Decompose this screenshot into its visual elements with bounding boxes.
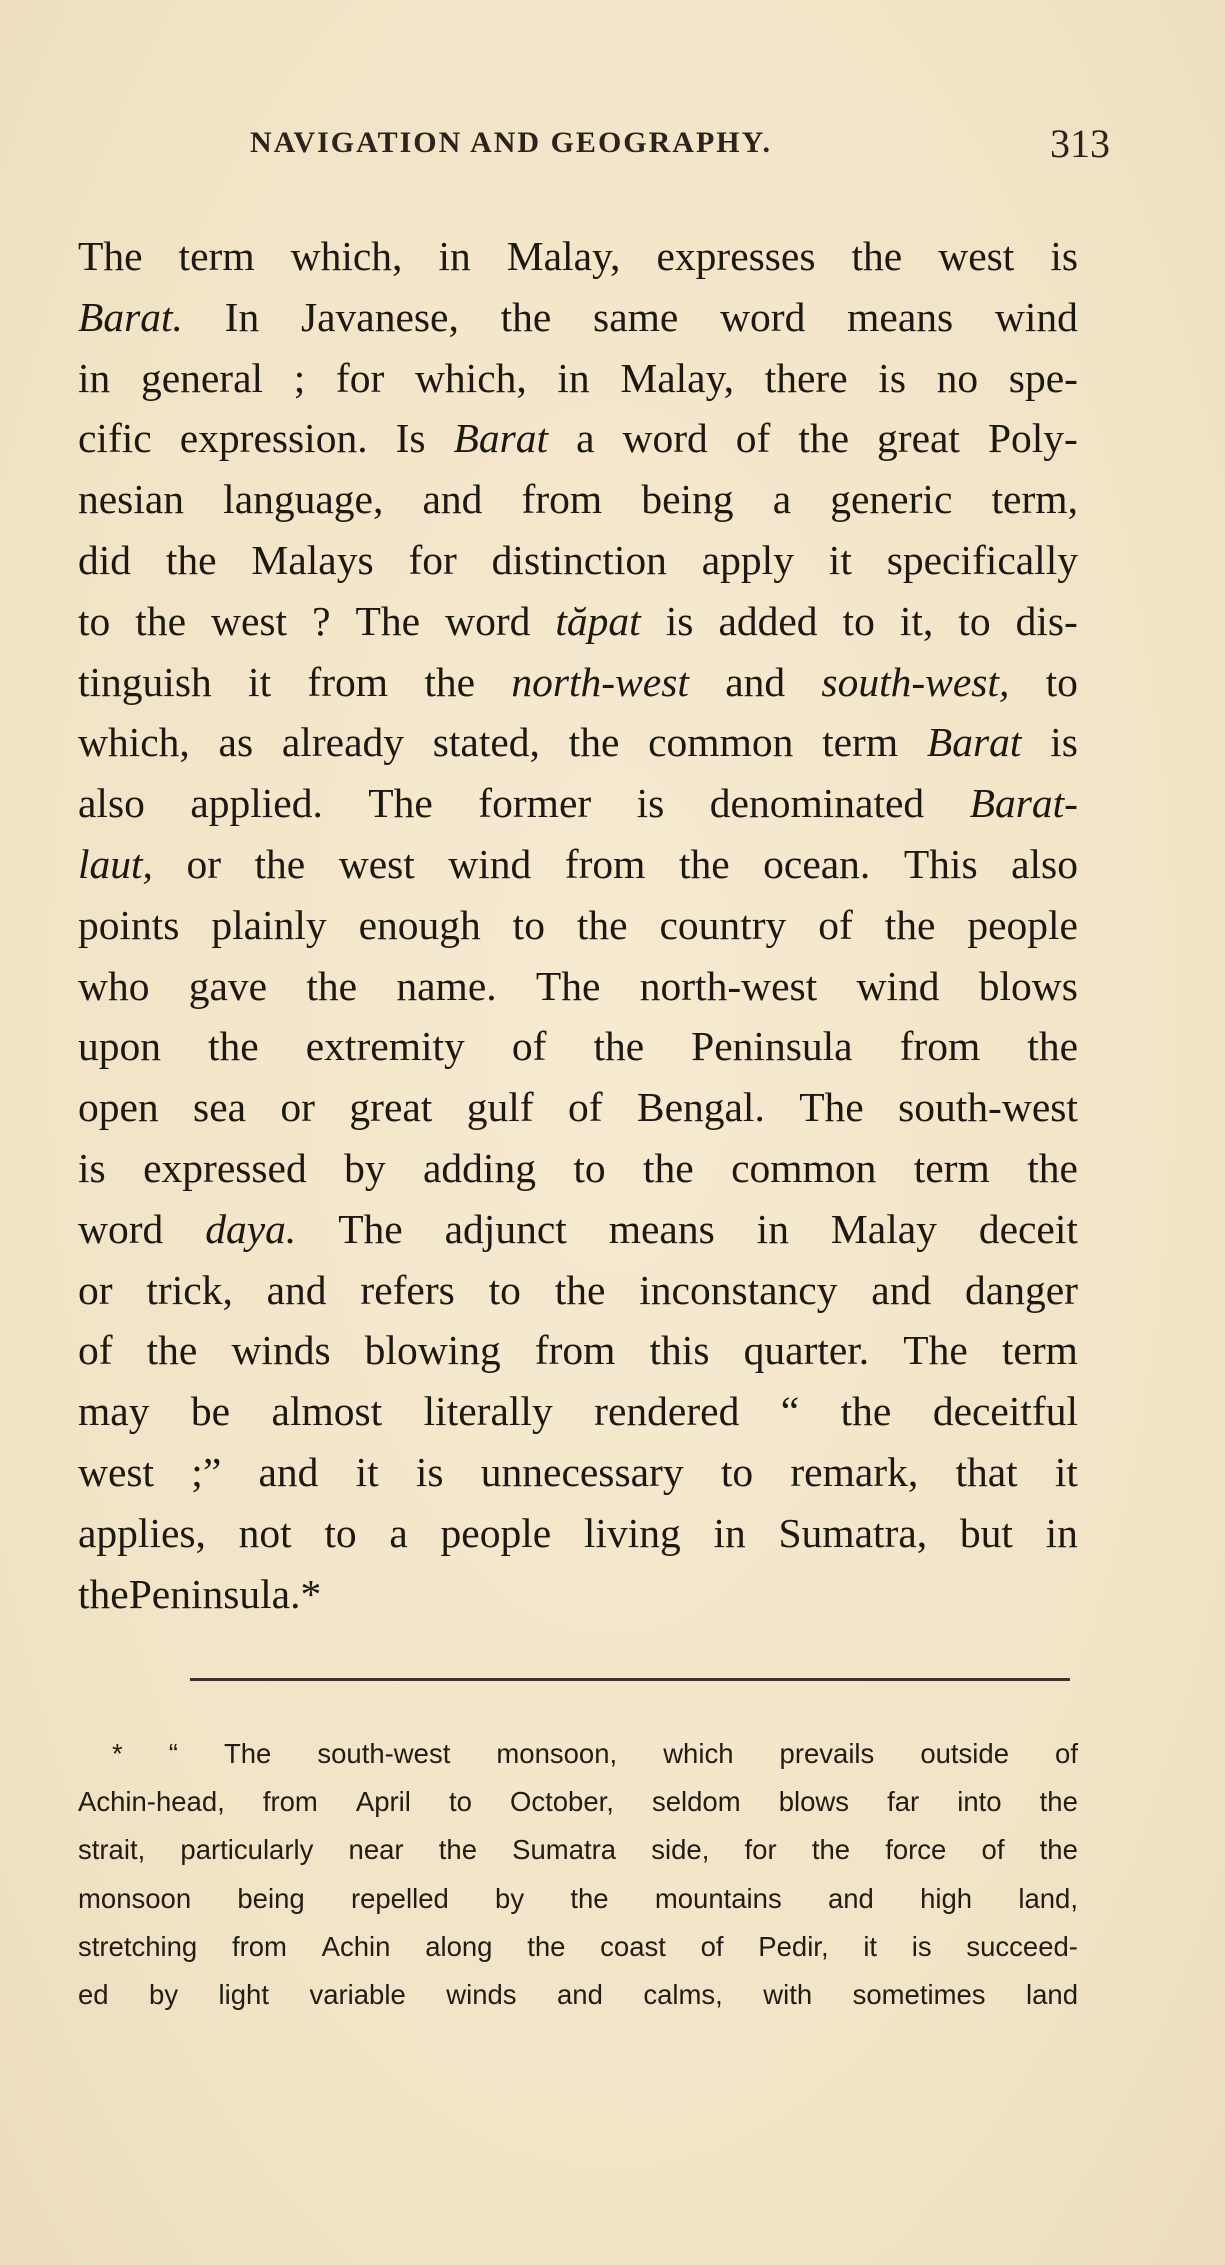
footnote-word: strait, [78,1834,146,1866]
footnote-line [78,1826,1078,1874]
word: the [1027,1023,1078,1070]
word: living [583,1509,681,1556]
word: or [280,1084,315,1131]
footnote-word: particularly [180,1834,314,1866]
word: term [178,233,255,279]
word: word [78,1205,164,1252]
footnote-word: land, [1018,1882,1078,1914]
word: in [713,1509,746,1556]
footnote-word: the [438,1834,477,1866]
word: the [593,1023,645,1070]
running-head: NAVIGATION AND GEOGRAPHY. [250,126,773,159]
word: to [573,1144,606,1191]
word: specifically [886,536,1078,583]
word: adjunct [444,1205,567,1252]
word: ;” [191,1448,222,1495]
footnote-line [78,1875,1078,1923]
word: which, [78,719,190,766]
word: blowing [364,1327,501,1374]
word: west [338,840,415,887]
word: the [254,840,306,887]
word: gave [188,962,268,1009]
footnote-word: from [231,1930,287,1962]
word: is [415,1448,444,1495]
word: blows [978,962,1078,1009]
footnote-word: the [811,1834,851,1866]
word: or [78,1266,113,1313]
word: great [349,1084,433,1131]
word: of [567,1084,603,1131]
word: unnecessary [480,1448,684,1495]
text-line [78,287,1078,348]
word: already [281,719,404,766]
footnote-word: coast [600,1930,666,1962]
word: in [557,354,590,401]
word: of [511,1023,547,1070]
word: but [959,1509,1013,1556]
word: the [568,719,620,766]
word: is [78,1144,106,1191]
word: generic [830,476,953,523]
word: to [488,1266,521,1313]
footnote-word: and [556,1978,603,2010]
word: as [218,719,254,766]
word: the [884,901,936,948]
word: The [368,780,433,827]
word: Barat- [969,780,1078,827]
footnote-word: monsoon [78,1882,192,1914]
word: south-west [898,1084,1078,1131]
word: applied. [190,780,323,827]
footnote-word: the [570,1882,609,1914]
word: for [408,536,457,583]
text-line [78,1138,1078,1199]
word: is [636,780,665,827]
word: the [500,293,552,340]
text-line [78,1077,1078,1138]
word: wind [856,962,940,1009]
text-line [78,652,1078,713]
footnote-word: variable [309,1978,406,2010]
word: distinction [491,536,667,583]
word: a [389,1509,408,1556]
footnote-word: with [763,1978,813,2010]
word: Malay [830,1205,937,1252]
word: being [641,476,734,523]
word: In [224,293,260,340]
word: the [78,1570,129,1617]
word: open [78,1084,159,1131]
word: expressed [143,1144,307,1191]
footnote-word: along [425,1930,493,1962]
word: west [78,1448,155,1495]
word: west [211,597,288,644]
word: to [512,901,545,948]
word: in [78,354,111,401]
footnote-word: near [348,1834,404,1866]
word: by [344,1144,386,1191]
word: enough [358,901,481,948]
word: The [355,597,421,644]
footnote-word: of [981,1834,1005,1866]
word: the [208,1023,259,1070]
word: also [1011,840,1078,887]
word: Sumatra, [778,1509,928,1556]
word: the [1027,1144,1078,1191]
word: people [440,1509,552,1556]
footnote-line [78,1923,1078,1971]
word: expresses [656,233,816,279]
footnote-word: prevails [779,1738,875,1769]
word: expression. [179,415,368,462]
text-line [78,226,1078,287]
footnote-word: Achin [321,1930,391,1962]
footnote-word: April [355,1786,411,1818]
word: which, [414,354,527,401]
word: deceitful [932,1388,1078,1435]
footnote-word: outside [920,1738,1010,1769]
word: gulf [466,1084,534,1131]
footnote-word: light [218,1978,269,2010]
footnote-word: the [1039,1834,1078,1866]
word: refers [360,1266,455,1313]
page-number: 313 [1050,121,1110,166]
footnote-word: monsoon, [496,1738,618,1769]
footnote-word: the [527,1930,566,1962]
word: from [564,840,646,887]
text-line [78,712,1078,773]
word: tăpat [555,597,641,644]
word: Malay, [620,354,735,401]
word: wind [448,840,532,887]
word: Malay, [506,233,621,279]
word: winds [231,1327,331,1374]
footnote-word: mountains [654,1882,782,1914]
word: inconstancy [639,1266,838,1313]
footnote-word: side, [651,1834,710,1866]
word: and [871,1266,932,1313]
word: language, [223,476,384,523]
footnote-word: “ [168,1738,178,1769]
footnote-word: succeed- [966,1930,1078,1962]
word: also [78,780,145,827]
word: who [78,962,150,1009]
word: to [720,1448,754,1495]
text-line [78,1016,1078,1077]
footnote-word: of [1055,1738,1078,1769]
footnote-word: blows [778,1786,850,1818]
word: it [248,658,272,705]
footnote-word: * [112,1738,123,1769]
word: quarter. [743,1327,870,1374]
word: is [878,354,906,401]
word: from [307,658,389,705]
word: to [1045,658,1078,705]
text-line [78,1442,1078,1503]
word: be [190,1388,231,1435]
word: there [764,354,848,401]
footnote-word: and [827,1882,874,1914]
footnote-word: repelled [350,1882,449,1914]
word: not [238,1509,292,1556]
footnote-word: seldom [651,1786,741,1818]
word: to [324,1509,357,1556]
footnote-word: being [237,1882,305,1914]
word: the [424,658,476,705]
word: The [338,1205,403,1252]
text-line [78,530,1078,591]
word: upon [78,1023,161,1070]
text-line [78,591,1078,652]
footnote-word: October, [509,1786,614,1818]
word: word [445,597,531,644]
word: added [718,597,818,644]
page-header [250,121,1110,176]
word: adding [423,1144,536,1191]
word: word [720,293,806,340]
footnote [78,1730,1078,2019]
word: south-west, [821,658,1010,705]
word: term [913,1144,990,1191]
word: no [936,354,979,401]
text-line [78,956,1078,1017]
word: may [78,1388,150,1435]
word: term, [991,476,1078,523]
word: wind [994,293,1078,340]
word: term [822,719,899,766]
word: the [146,1327,198,1374]
word: north-west [511,658,689,705]
word: Malays [251,536,374,583]
word: word [622,415,708,462]
word: of [78,1327,113,1374]
word: name. [396,962,497,1009]
word: * [300,1570,322,1617]
text-line [78,1381,1078,1442]
word: the [851,233,903,279]
word: of [735,415,771,462]
word: in [438,233,471,279]
text-line [78,1503,1078,1564]
word: general [140,354,264,401]
word: deceit [978,1205,1078,1252]
word: north-west [639,962,818,1009]
word: from [899,1023,981,1070]
word: remark, [790,1448,919,1495]
word: Peninsula. [128,1570,301,1617]
text-line [78,1199,1078,1260]
word: country [659,901,787,948]
word: Peninsula [691,1023,853,1070]
word: it [355,1448,379,1495]
word: cific [78,415,152,462]
word: tinguish [78,658,212,705]
word: is [1050,233,1078,279]
word: Barat [453,415,549,462]
word: nesian [78,476,185,523]
footnote-word: for [744,1834,777,1866]
text-line [78,895,1078,956]
footnote-word: The [223,1738,272,1769]
footnote-word: into [957,1786,1002,1818]
word: sea [193,1084,247,1131]
word: trick, [146,1266,233,1313]
word: the [840,1388,892,1435]
footnote-line [78,1730,1078,1778]
word: the [165,536,217,583]
main-text [78,226,1078,1624]
footnote-word: Pedir, [758,1930,829,1962]
word: danger [965,1266,1078,1313]
word: almost [271,1388,383,1435]
word: “ [780,1388,800,1435]
word: which, [290,233,403,279]
word: applies, [78,1509,206,1556]
word: is [665,597,694,644]
footnote-word: from [262,1786,318,1818]
word: is [1050,719,1078,766]
word: extremity [305,1023,465,1070]
word: great [877,415,960,462]
word: Javanese, [300,293,459,340]
footnote-word: to [448,1786,472,1818]
word: the [554,1266,606,1313]
word: to [78,597,111,644]
word: stated, [432,719,540,766]
word: The [78,233,143,279]
word: common [731,1144,877,1191]
footnote-word: of [700,1930,724,1962]
word: of [818,901,853,948]
word: from [534,1327,616,1374]
text-line [78,469,1078,530]
footnote-word: by [495,1882,525,1914]
word: the [643,1144,694,1191]
word: ? [312,597,331,644]
word: and [422,476,483,523]
word: Barat. [78,293,183,340]
word: ocean. [763,840,871,887]
word: means [847,293,954,340]
word: Barat [926,719,1022,766]
word: the [798,415,850,462]
text-line [78,1260,1078,1321]
text-line [78,348,1078,409]
text-line [78,408,1078,469]
word: plainly [211,901,327,948]
word: and [258,1448,319,1495]
footnote-word: is [911,1930,932,1962]
word: it [1054,1448,1078,1495]
footnote-line [78,1778,1078,1826]
word: and [725,658,786,705]
word: The [799,1084,864,1131]
word: a [576,415,595,462]
footnote-word: Sumatra [512,1834,617,1866]
footnote-word: land [1026,1978,1078,2010]
word: dis- [1015,597,1078,644]
word: from [521,476,603,523]
footnote-divider [190,1678,1070,1681]
footnote-word: south-west [317,1738,451,1769]
word: points [78,901,180,948]
footnote-line [78,1971,1078,2019]
word: the [576,901,628,948]
word: to [842,597,875,644]
footnote-word: stretching [78,1930,198,1962]
word: literally [423,1388,553,1435]
word: west [938,233,1015,279]
footnote-word: Achin-head, [78,1786,225,1818]
footnote-word: by [149,1978,179,2010]
footnote-word: the [1039,1786,1078,1818]
word: or [186,840,222,887]
text-line [78,773,1078,834]
word: same [593,293,679,340]
footnote-word: ed [78,1978,109,2010]
word: means [608,1205,715,1252]
word: it, [899,597,934,644]
word: Is [395,415,426,462]
word: a [772,476,792,523]
footnote-word: far [887,1786,920,1818]
word: spe- [1008,354,1078,401]
word: it [828,536,852,583]
footnote-word: sometimes [852,1978,986,2010]
word: did [78,536,132,583]
word: for [335,354,385,401]
word: laut, [78,840,153,887]
word: to [958,597,991,644]
word: the [135,597,186,644]
word: denominated [709,780,925,827]
word: people [967,901,1078,948]
word: and [266,1266,327,1313]
text-line [78,1564,1078,1625]
footnote-word: calms, [643,1978,723,2010]
footnote-word: it [863,1930,878,1962]
text-line [78,834,1078,895]
word: term [1001,1327,1078,1374]
word: daya. [205,1205,297,1252]
word: The [535,962,601,1009]
footnote-word: which [663,1738,734,1769]
word: in [756,1205,789,1252]
word: rendered [594,1388,740,1435]
word: This [903,840,978,887]
word: common [648,719,794,766]
word: Bengal. [636,1084,765,1131]
word: the [306,962,358,1009]
word: former [478,780,592,827]
footnote-word: high [920,1882,973,1914]
word: apply [701,536,794,583]
word: The [903,1327,968,1374]
word: the [678,840,730,887]
footnote-word: winds [446,1978,517,2010]
word: ; [293,354,306,401]
text-line [78,1320,1078,1381]
word: that [955,1448,1018,1495]
word: Poly- [987,415,1078,462]
footnote-word: force [885,1834,947,1866]
word: this [649,1327,710,1374]
word: in [1045,1509,1078,1556]
